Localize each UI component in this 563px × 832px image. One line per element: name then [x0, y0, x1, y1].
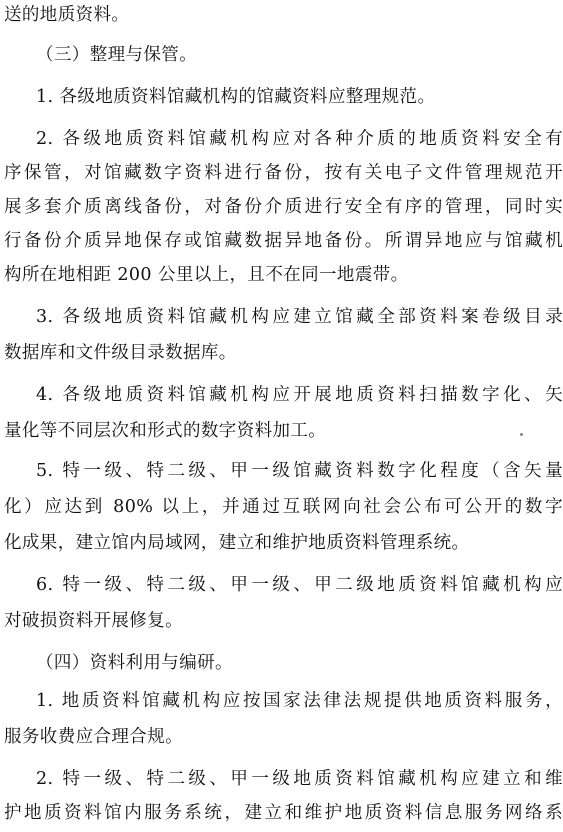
item-3-2-line-3: 展多套介质离线备份，对备份介质进行安全有序的管理，同时实 [4, 197, 563, 217]
item-4-2-line-1: 2. 特一级、特二级、甲一级地质资料馆藏机构应建立和维 [36, 769, 563, 789]
item-3-3-line-2: 数据库和文件级目录数据库。 [4, 343, 237, 363]
section-heading-3: （三）整理与保管。 [36, 45, 198, 65]
item-3-4-line-1: 4. 各级地质资料馆藏机构应开展地质资料扫描数字化、矢 [36, 385, 563, 405]
item-3-2-line-5: 构所在地相距 200 公里以上，且不在同一地震带。 [4, 265, 409, 285]
item-3-2-line-2: 序保管，对馆藏数字资料进行备份，按有关电子文件管理规范开 [4, 163, 563, 183]
item-3-2-line-4: 行备份介质异地保存或馆藏数据异地备份。所谓异地应与馆藏机 [4, 231, 563, 251]
item-3-2-line-1: 2. 各级地质资料馆藏机构应对各种介质的地质资料安全有 [36, 129, 563, 149]
paragraph-continuation-line: 送的地质资料。 [4, 5, 130, 25]
item-3-6-line-1: 6. 特一级、特二级、甲一级、甲二级地质资料馆藏机构应 [36, 575, 563, 595]
item-3-6-line-2: 对破损资料开展修复。 [4, 611, 183, 631]
scan-speck [520, 433, 523, 436]
item-3-1-line-1: 1. 各级地质资料馆藏机构的馆藏资料应整理规范。 [36, 87, 436, 107]
item-4-1-line-1: 1. 地质资料馆藏机构应按国家法律法规提供地质资料服务， [36, 691, 563, 711]
item-3-5-line-1: 5. 特一级、特二级、甲一级馆藏资料数字化程度（含矢量 [36, 461, 563, 481]
section-heading-4: （四）资料利用与编研。 [36, 653, 233, 673]
item-4-1-line-2: 服务收费应合理合规。 [4, 727, 183, 747]
item-3-5-line-2: 化）应达到 80% 以上，并通过互联网向社会公布可公开的数字 [4, 497, 563, 517]
item-3-3-line-1: 3. 各级地质资料馆藏机构应建立馆藏全部资料案卷级目录 [36, 307, 563, 327]
item-3-4-line-2: 量化等不同层次和形式的数字资料加工。 [4, 421, 327, 441]
item-4-2-line-2: 护地质资料馆内服务系统，建立和维护地质资料信息服务网络系 [4, 803, 563, 823]
item-3-5-line-3: 化成果，建立馆内局域网，建立和维护地质资料管理系统。 [4, 533, 470, 553]
